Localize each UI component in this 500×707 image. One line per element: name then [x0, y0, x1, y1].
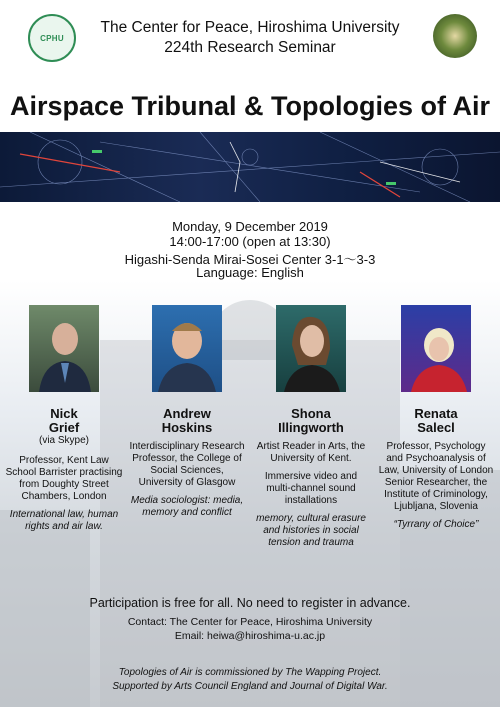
event-language: Language: English [196, 265, 304, 280]
speaker-note: (via Skype) [38, 435, 89, 446]
speaker-first-name: Shona [291, 406, 331, 421]
contact-line: Contact: The Center for Peace, Hiroshima University [127, 616, 373, 628]
speaker-photo-renata-salecl [401, 305, 471, 392]
footer-commission-note: Topologies of Air is commissioned by The Wapping Project. [118, 667, 382, 678]
event-date: Monday, 9 December 2019 [172, 219, 328, 234]
speaker-last-name: Illingworth [278, 420, 344, 435]
header-org-line: The Center for Peace, Hiroshima University [100, 19, 400, 36]
speaker-description: Professor, Psychology and Psychoanalysis of Law, University of London Senior Researcher, the Institute of Criminology, Ljubljana, Slovenia [378, 441, 494, 512]
cphu-logo-text: CPHU [40, 33, 64, 43]
speaker-topic: “Tyrrany of Choice” [393, 519, 479, 530]
speaker-last-name: Salecl [417, 420, 455, 435]
speaker-last-name: Hoskins [161, 420, 213, 435]
speaker-description: Interdisciplinary Research Professor, the College of Social Sciences, University of Glasgow [129, 441, 245, 488]
speaker-first-name: Nick [50, 406, 78, 421]
speaker-topic: Media sociologist: media, memory and conflict [130, 495, 244, 518]
event-time: 14:00-17:00 (open at 13:30) [169, 234, 331, 249]
speaker-last-name: Grief [48, 420, 80, 435]
speaker-photo-nick-grief [29, 305, 99, 392]
speaker-description: Artist Reader in Arts, the University of Kent. [256, 441, 366, 464]
contact-email[interactable]: Email: heiwa@hiroshima-u.ac.jp [174, 630, 326, 642]
speaker-description-2: Immersive video and multi-channel sound installations [264, 471, 358, 506]
page-title: Airspace Tribunal & Topologies of Air [9, 91, 491, 121]
hiroshima-university-emblem [433, 14, 477, 58]
cphu-logo [28, 14, 76, 62]
event-venue: Higashi-Senda Mirai-Sosei Center 3-1～3-3 [124, 252, 376, 267]
speaker-renata-salecl [377, 407, 495, 531]
speaker-topic: International law, human rights and air law. [9, 509, 119, 532]
speaker-shona-illingworth [252, 407, 370, 549]
participation-note: Participation is free for all. No need to register in advance. [89, 596, 411, 610]
speaker-andrew-hoskins [128, 407, 246, 519]
speaker-photo-andrew-hoskins [152, 305, 222, 392]
flight-path-graphic [0, 132, 500, 202]
footer-support-note: Supported by Arts Council England and Journal of Digital War. [112, 681, 388, 692]
speaker-description: Professor, Kent Law School Barrister practising from Doughty Street Chambers, London [5, 455, 123, 502]
header-seminar-line: 224th Research Seminar [164, 39, 336, 56]
speaker-topic: memory, cultural erasure and histories in social tension and trauma [256, 513, 366, 548]
speaker-first-name: Andrew [163, 406, 211, 421]
speaker-first-name: Renata [414, 406, 458, 421]
speaker-photo-shona-illingworth [276, 305, 346, 392]
airspace-map-banner [0, 132, 500, 202]
speaker-nick-grief [5, 407, 123, 533]
